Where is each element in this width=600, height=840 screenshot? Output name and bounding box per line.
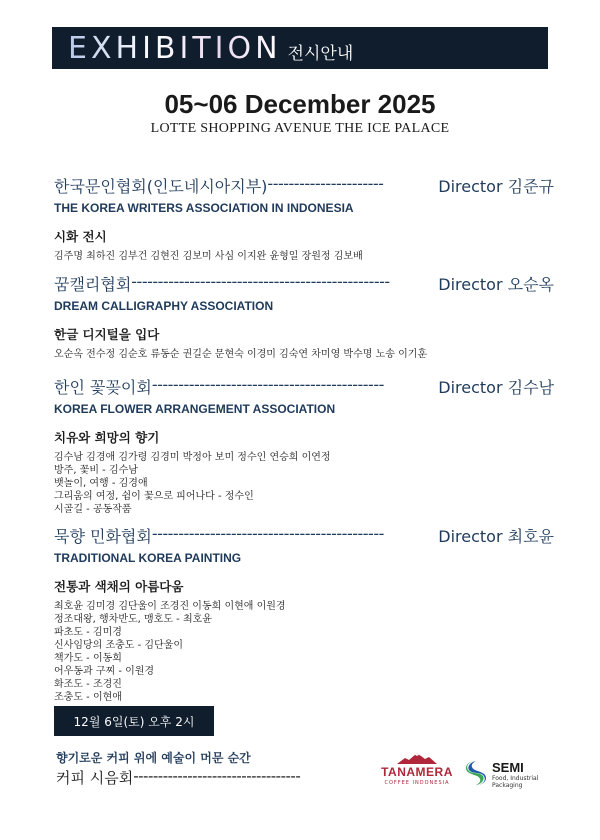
header-bar (52, 27, 548, 69)
event-date: 05~06 December 2025 (164, 89, 436, 119)
section-title (54, 174, 554, 197)
org-name: 꿈캘리협회 (54, 275, 132, 294)
artwork-line: 방주, 꽃비 - 김수남 (54, 465, 138, 476)
tanamera-logo (374, 752, 460, 786)
artwork-line: 정조대왕, 행차반도, 맹호도 - 최호윤 (54, 614, 212, 625)
director: Director 오순옥 (438, 275, 554, 294)
org-name-en: THE KOREA WRITERS ASSOCIATION IN INDONESIA (54, 201, 354, 215)
exhibit-subtitle: 치유와 희망의 향기 (54, 430, 160, 445)
tasting-time-badge: 12월 6일(토) 오후 2시 (54, 706, 214, 736)
event-venue: LOTTE SHOPPING AVENUE THE ICE PALACE (150, 121, 450, 136)
section-painting (54, 524, 554, 704)
tasting-subtitle: 향기로운 커피 위에 예술이 머문 순간 (56, 751, 251, 765)
org-name-en: KOREA FLOWER ARRANGEMENT ASSOCIATION (54, 402, 336, 416)
member-list (54, 250, 554, 263)
artwork-line: 시골길 - 공동작품 (54, 504, 132, 515)
artwork-line: 신사임당의 조충도 - 김단울이 (54, 640, 184, 651)
section-flower (54, 375, 554, 516)
member-list (54, 600, 554, 704)
dash-leader: ------------------------------------------------- (131, 272, 390, 291)
section-calligraphy (54, 272, 554, 361)
artwork-line: 조충도 - 이현애 (54, 692, 122, 703)
dash-leader: -------------------------------------------- (151, 524, 384, 543)
artwork-line: 책가도 - 이동희 (54, 653, 122, 664)
artwork-line: 뱃놀이, 여행 - 김경애 (54, 478, 148, 489)
exhibit-subtitle: 시화 전시 (54, 229, 107, 244)
tanamera-sub: COFFEE INDONESIA (384, 780, 450, 786)
org-name-en: TRADITIONAL KOREA PAINTING (54, 551, 242, 565)
semi-sub: Food, Industrial Packaging (492, 775, 539, 789)
org-name-en: DREAM CALLIGRAPHY ASSOCIATION (54, 299, 274, 313)
tasting-title-text: 커피 시음회 (56, 769, 134, 787)
semi-name: SEMI (492, 760, 524, 775)
member-list (54, 348, 554, 361)
header-title-en: EXHIBITION (68, 30, 282, 66)
director: Director 김수남 (438, 378, 554, 397)
member-line: 최호윤 김미경 김단울이 조경진 이동희 이현애 이원경 (54, 601, 286, 612)
dash-leader: ---------------------------------- (133, 767, 301, 785)
section-title (54, 272, 554, 295)
director: Director 김준규 (438, 177, 554, 196)
member-list (54, 451, 554, 516)
org-name: 한인 꽃꽂이회 (54, 378, 152, 397)
artwork-line: 어우동과 구찌 - 이원경 (54, 666, 155, 677)
exhibit-subtitle: 한글 디지털을 입다 (54, 327, 160, 342)
member-line: 김주명 최하진 김부건 김현진 김보미 사심 이지완 윤형일 장원정 김보배 (54, 251, 363, 262)
member-line: 김수남 김경애 김가령 김경미 박정아 보미 정수인 연승희 이연정 (54, 452, 331, 463)
tanamera-name: TANAMERA (381, 765, 453, 779)
dash-leader: -------------------------------------------- (151, 375, 384, 394)
artwork-line: 화조도 - 조경진 (54, 679, 122, 690)
mountain-icon (397, 752, 437, 764)
tasting-title (56, 767, 366, 788)
header-title-ko: 전시안내 (287, 43, 354, 64)
exhibit-subtitle: 전통과 색채의 아름다움 (54, 579, 184, 594)
org-name: 한국문인협회(인도네시아지부) (54, 177, 268, 196)
member-line: 오순옥 전수정 김순호 류동순 권길순 문현숙 이경미 김숙연 차미영 박수명 노송 이기훈 (54, 349, 428, 360)
artwork-line: 그리움의 여정, 쉼이 꽃으로 피어나다 - 정수인 (54, 491, 254, 502)
director: Director 최호윤 (438, 527, 554, 546)
semi-swirl-icon (464, 760, 488, 786)
section-title (54, 375, 554, 398)
dash-leader: ---------------------- (267, 174, 384, 193)
org-name: 묵향 민화협회 (54, 527, 152, 546)
semi-logo (464, 758, 554, 792)
section-title (54, 524, 554, 547)
artwork-line: 파초도 - 김미경 (54, 627, 122, 638)
section-writers (54, 174, 554, 263)
